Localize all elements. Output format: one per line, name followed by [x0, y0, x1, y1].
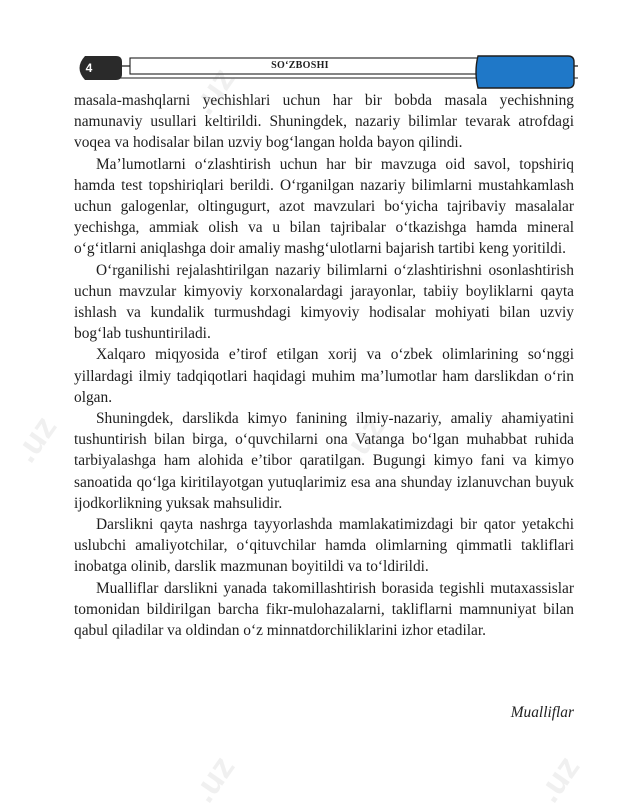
paragraph: Xalqaro miqyosida e’tirof etilgan xorij va o‘zbek olimlarining so‘nggi yillardagi ilmiy tadqiqotlari haqidagi muhim ma’lumotlar ham darslikdan o‘rin olgan.	[74, 346, 574, 406]
paragraph: Ma’lumotlarni o‘zlashtirish uchun har bir mavzuga oid savol, topshiriq hamda test topshiriqlari berildi. O‘rganilgan nazariy bilimlarni mustahkamlash uchun galogenlar, oltingugurt, azot mavzulari bo‘yicha tajribaviy masalalar yechishga, ammiak olish va u bilan tajribalar o‘tkazishga hamda mineral o‘g‘itlarni aniqlashga doir amaliy mashg‘ulotlarni bajarish tartibi keng yoritildi.	[74, 155, 574, 258]
watermark: .uz	[529, 748, 588, 810]
watermark: .uz	[334, 408, 393, 470]
page-header	[0, 0, 622, 90]
authors-signature: Mualliflar	[510, 704, 574, 721]
watermark: .uz	[184, 748, 243, 810]
paragraph: Mualliflar darslikni yanada takomillashtirish borasida tegishli mutaxassislar tomonidan bildirilgan barcha fikr-mulohazalarni, takliflarni mamnuniyat bilan qabul qiladilar va oldindan o‘z minnatdorchiliklarini izhor etadilar.	[74, 579, 574, 640]
watermark: .uz	[184, 60, 243, 122]
page-number: 4	[85, 61, 93, 75]
paragraph: Shuningdek, darslikda kimyo fanining ilmiy-nazariy, amaliy ahamiyatini tushuntirish bilan birga, o‘quvchilarni ona Vatanga bo‘lgan muhabbat ruhida tarbiyalashga ham alohida e’tibor qaratilgan. Bugungi kimyo fani va kimyo sanoatida qo‘lga kiritilayotgan yutuqlarimiz esa ana shunday izlanuvchan buyuk ijodkorlikning yuksak mahsulidir.	[74, 410, 574, 512]
section-title: SO‘ZBOSHI	[271, 60, 329, 71]
watermark: .uz	[6, 408, 65, 470]
paragraph: masala-mashqlarni yechishlari uchun har bir bobda masala yechishning namunaviy usullari keltirildi. Shuningdek, nazariy bilimlar tevarak atrofdagi voqea va hodisalar bilan uzviy bog‘langan holda bayon qilindi.	[74, 92, 574, 152]
body-text	[74, 90, 574, 641]
paragraph: O‘rganilishi rejalashtirilgan nazariy bilimlarni o‘zlashtirishni osonlashtirish uchun mavzular kimyoviy korxonalardagi jarayonlar, tabiiy boyliklarni qayta ishlash va kundalik turmushdagi kimyoviy hodisalar mohiyati bilan uzviy bog‘lab tushuntiriladi.	[74, 261, 574, 343]
paragraph: Darslikni qayta nashrga tayyorlashda mamlakatimizdagi bir qator yetakchi uslubchi amaliyotchilar, o‘qituvchilar hamda olimlarning qimmatli takliflari inobatga olinib, darslik mazmunan boyitildi va to‘ldirildi.	[74, 516, 574, 576]
